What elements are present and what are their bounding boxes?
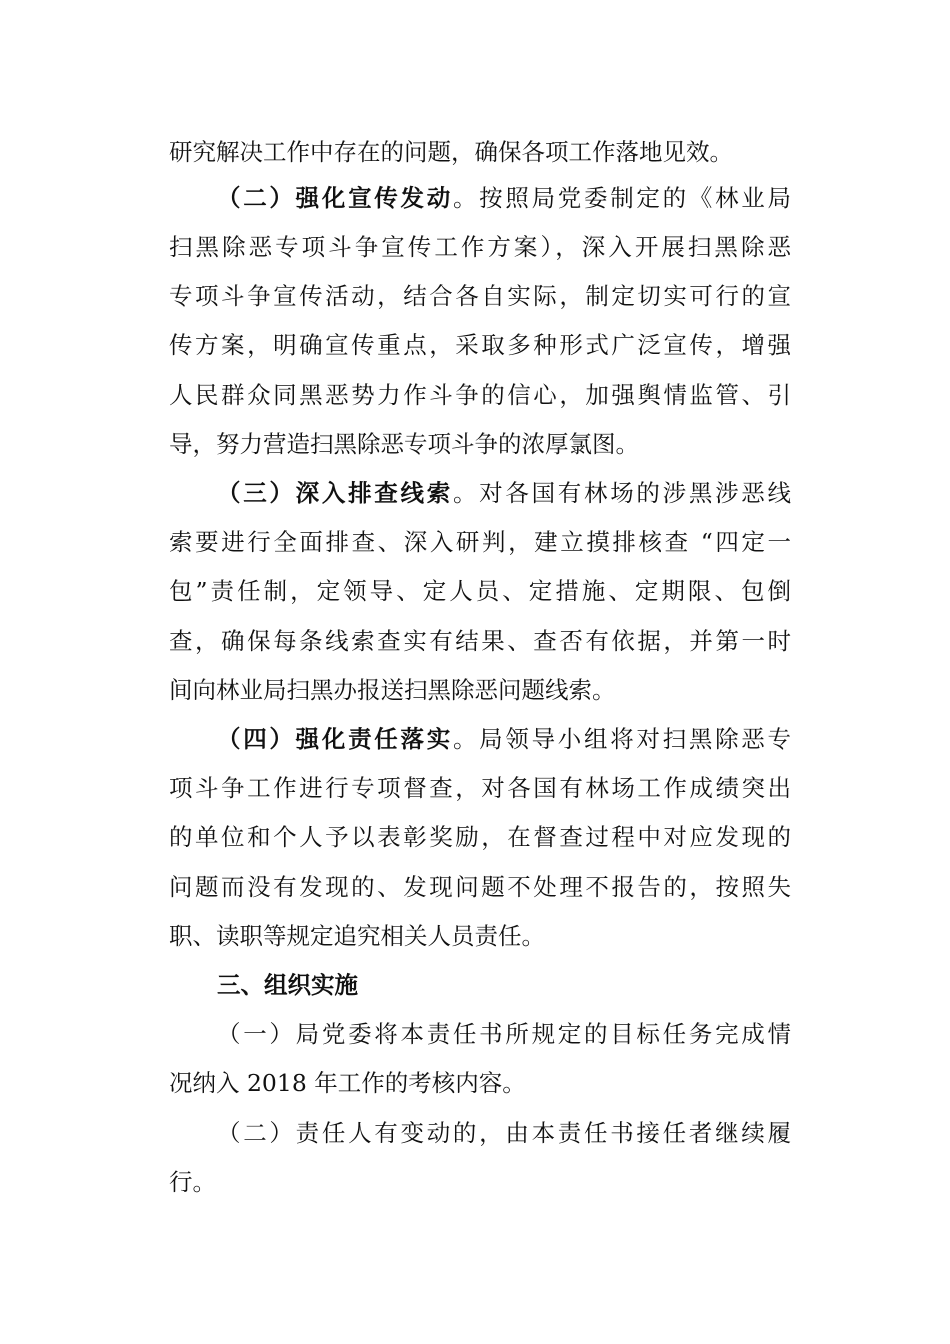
paragraph-line: 传方案，明确宣传重点，采取多种形式广泛宣传，增强 bbox=[169, 331, 791, 359]
paragraph-line: 包”责任制，定领导、定人员、定措施、定期限、包倒 bbox=[169, 577, 791, 605]
paragraph-line: 人民群众同黑恶势力作斗争的信心，加强舆情监管、引 bbox=[169, 381, 791, 409]
paragraph-line bbox=[217, 183, 791, 213]
paragraph-line: 导，努力营造扫黑除恶专项斗争的浓厚氯图。 bbox=[169, 430, 639, 458]
paragraph-lead-heading: （四）强化责任落实 bbox=[217, 725, 453, 753]
paragraph-line: （二）责任人有变动的，由本责任书接任者继续履 bbox=[217, 1119, 791, 1147]
paragraph-line: 扫黑除恶专项斗争宣传工作方案），深入开展扫黑除恶 bbox=[169, 233, 791, 261]
paragraph-line: 索要进行全面排查、深入研判，建立摸排核查 “四定一 bbox=[169, 528, 791, 556]
paragraph-line: 行。 bbox=[169, 1168, 216, 1196]
paragraph-line: 项斗争工作进行专项督查，对各国有林场工作成绩突出 bbox=[169, 774, 791, 802]
paragraph-text: 。对各国有林场的涉黑涉恶线 bbox=[452, 479, 792, 507]
paragraph-line: 专项斗争宣传活动，结合各自实际，制定切实可行的宣 bbox=[169, 282, 791, 310]
section-heading: 三、组织实施 bbox=[217, 971, 358, 999]
paragraph-line bbox=[217, 724, 791, 754]
paragraph-line: 查，确保每条线索查实有结果、查否有依据，并第一时 bbox=[169, 627, 791, 655]
paragraph-lead-heading: （二）强化宣传发动 bbox=[217, 184, 453, 212]
paragraph-text: 。局领导小组将对扫黑除恶专 bbox=[452, 725, 792, 753]
paragraph-line: 的单位和个人予以表彰奖励，在督查过程中对应发现的 bbox=[169, 823, 791, 851]
paragraph-line: （一）局党委将本责任书所规定的目标任务完成情 bbox=[217, 1020, 791, 1048]
paragraph-lead-heading: （三）深入排查线索 bbox=[217, 479, 453, 507]
paragraph-line: 况纳入 2018 年工作的考核内容。 bbox=[169, 1069, 526, 1097]
paragraph-line: 研究解决工作中存在的问题，确保各项工作落地见效。 bbox=[169, 138, 733, 166]
paragraph-line: 职、读职等规定追究相关人员责任。 bbox=[169, 922, 545, 950]
paragraph-line: 问题而没有发现的、发现问题不处理不报告的，按照失 bbox=[169, 873, 791, 901]
paragraph-line bbox=[217, 478, 791, 508]
paragraph-text: 。按照局党委制定的《林业局 bbox=[452, 184, 792, 212]
paragraph-line: 间向林业局扫黑办报送扫黑除恶问题线索。 bbox=[169, 676, 616, 704]
